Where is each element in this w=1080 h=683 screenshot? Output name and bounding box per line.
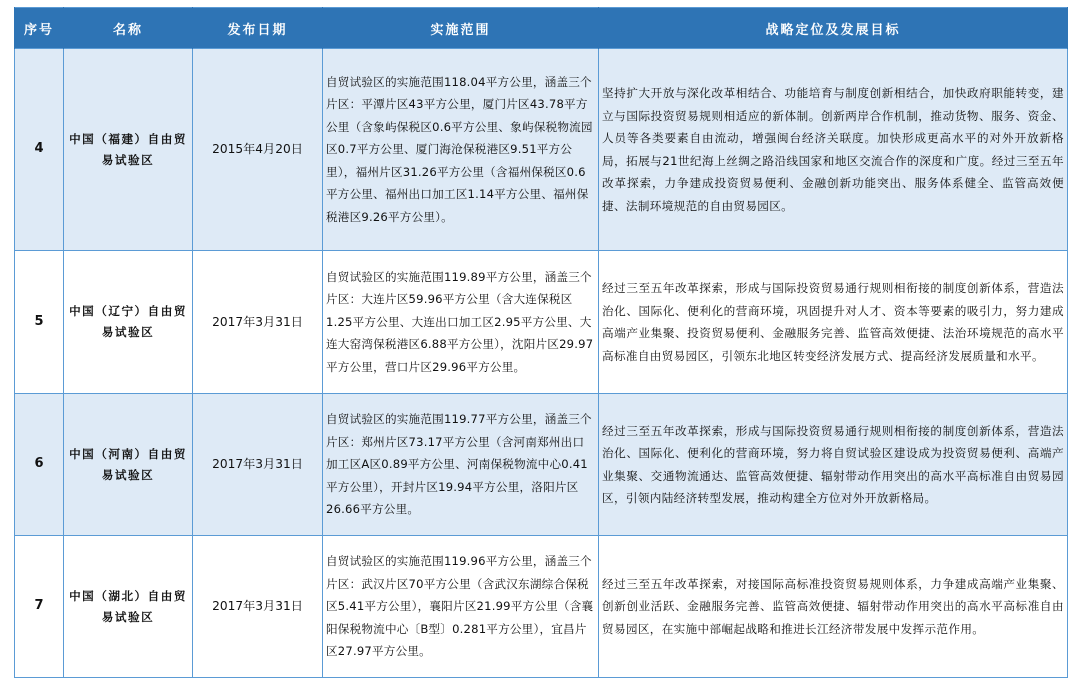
cell-scope: 自贸试验区的实施范围119.96平方公里，涵盖三个片区：武汉片区70平方公里（含武汉东湖综合保税区5.41平方公里），襄阳片区21.99平方公里（含襄阳保税物流中心〔B型〕0.281平方公里），宜昌片区27.97平方公里。 <box>323 536 599 678</box>
cell-goal: 经过三至五年改革探索，形成与国际投资贸易通行规则相衔接的制度创新体系，营造法治化、国际化、便利化的营商环境，巩固提升对人才、资本等要素的吸引力，努力建成高端产业集聚、投资贸易便利、金融服务完善、监管高效便捷、法治环境规范的高水平高标准自由贸易园区，引领东北地区转变经济发展方式、提高经济发展质量和水平。 <box>599 251 1068 394</box>
cell-index: 6 <box>15 394 64 536</box>
table-row <box>15 49 1068 251</box>
cell-name: 中国（辽宁）自由贸易试验区 <box>64 251 193 394</box>
table-row <box>15 394 1068 536</box>
header-goal: 战略定位及发展目标 <box>599 8 1068 49</box>
header-index: 序号 <box>15 8 64 49</box>
header-name: 名称 <box>64 8 193 49</box>
table-body <box>15 49 1068 678</box>
table-row <box>15 251 1068 394</box>
cell-index: 7 <box>15 536 64 678</box>
header-row <box>15 8 1068 49</box>
header-scope: 实施范围 <box>323 8 599 49</box>
cell-date: 2017年3月31日 <box>193 394 323 536</box>
cell-name: 中国（河南）自由贸易试验区 <box>64 394 193 536</box>
cell-scope: 自贸试验区的实施范围119.89平方公里，涵盖三个片区：大连片区59.96平方公里（含大连保税区1.25平方公里、大连出口加工区2.95平方公里、大连大窑湾保税港区6.88平方公里），沈阳片区29.97平方公里，营口片区29.96平方公里。 <box>323 251 599 394</box>
cell-goal: 经过三至五年改革探索，形成与国际投资贸易通行规则相衔接的制度创新体系，营造法治化、国际化、便利化的营商环境，努力将自贸试验区建设成为投资贸易便利、高端产业集聚、交通物流通达、监管高效便捷、辐射带动作用突出的高水平高标准自由贸易园区，引领内陆经济转型发展，推动构建全方位对外开放新格局。 <box>599 394 1068 536</box>
header-date: 发布日期 <box>193 8 323 49</box>
cell-date: 2015年4月20日 <box>193 49 323 251</box>
cell-goal: 坚持扩大开放与深化改革相结合、功能培育与制度创新相结合，加快政府职能转变，建立与国际投资贸易规则相适应的新体制。创新两岸合作机制，推动货物、服务、资金、人员等各类要素自由流动，增强闽台经济关联度。加快形成更高水平的对外开放新格局，拓展与21世纪海上丝绸之路沿线国家和地区交流合作的深度和广度。经过三至五年改革探索，力争建成投资贸易便利、金融创新功能突出、服务体系健全、监管高效便捷、法制环境规范的自由贸易园区。 <box>599 49 1068 251</box>
cell-name: 中国（湖北）自由贸易试验区 <box>64 536 193 678</box>
cell-goal: 经过三至五年改革探索，对接国际高标准投资贸易规则体系，力争建成高端产业集聚、创新创业活跃、金融服务完善、监管高效便捷、辐射带动作用突出的高水平高标准自由贸易园区，在实施中部崛起战略和推进长江经济带发展中发挥示范作用。 <box>599 536 1068 678</box>
cell-scope: 自贸试验区的实施范围118.04平方公里，涵盖三个片区：平潭片区43平方公里，厦门片区43.78平方公里（含象屿保税区0.6平方公里、象屿保税物流园区0.7平方公里、厦门海沧保税港区9.51平方公里），福州片区31.26平方公里（含福州保税区0.6平方公里、福州出口加工区1.14平方公里、福州保税港区9.26平方公里）。 <box>323 49 599 251</box>
cell-date: 2017年3月31日 <box>193 251 323 394</box>
cell-name: 中国（福建）自由贸易试验区 <box>64 49 193 251</box>
cell-index: 5 <box>15 251 64 394</box>
cell-index: 4 <box>15 49 64 251</box>
free-trade-zone-table <box>14 7 1068 678</box>
cell-scope: 自贸试验区的实施范围119.77平方公里，涵盖三个片区：郑州片区73.17平方公里（含河南郑州出口加工区A区0.89平方公里、河南保税物流中心0.41平方公里），开封片区19.94平方公里，洛阳片区26.66平方公里。 <box>323 394 599 536</box>
table-row <box>15 536 1068 678</box>
cell-date: 2017年3月31日 <box>193 536 323 678</box>
table-header <box>15 8 1068 49</box>
